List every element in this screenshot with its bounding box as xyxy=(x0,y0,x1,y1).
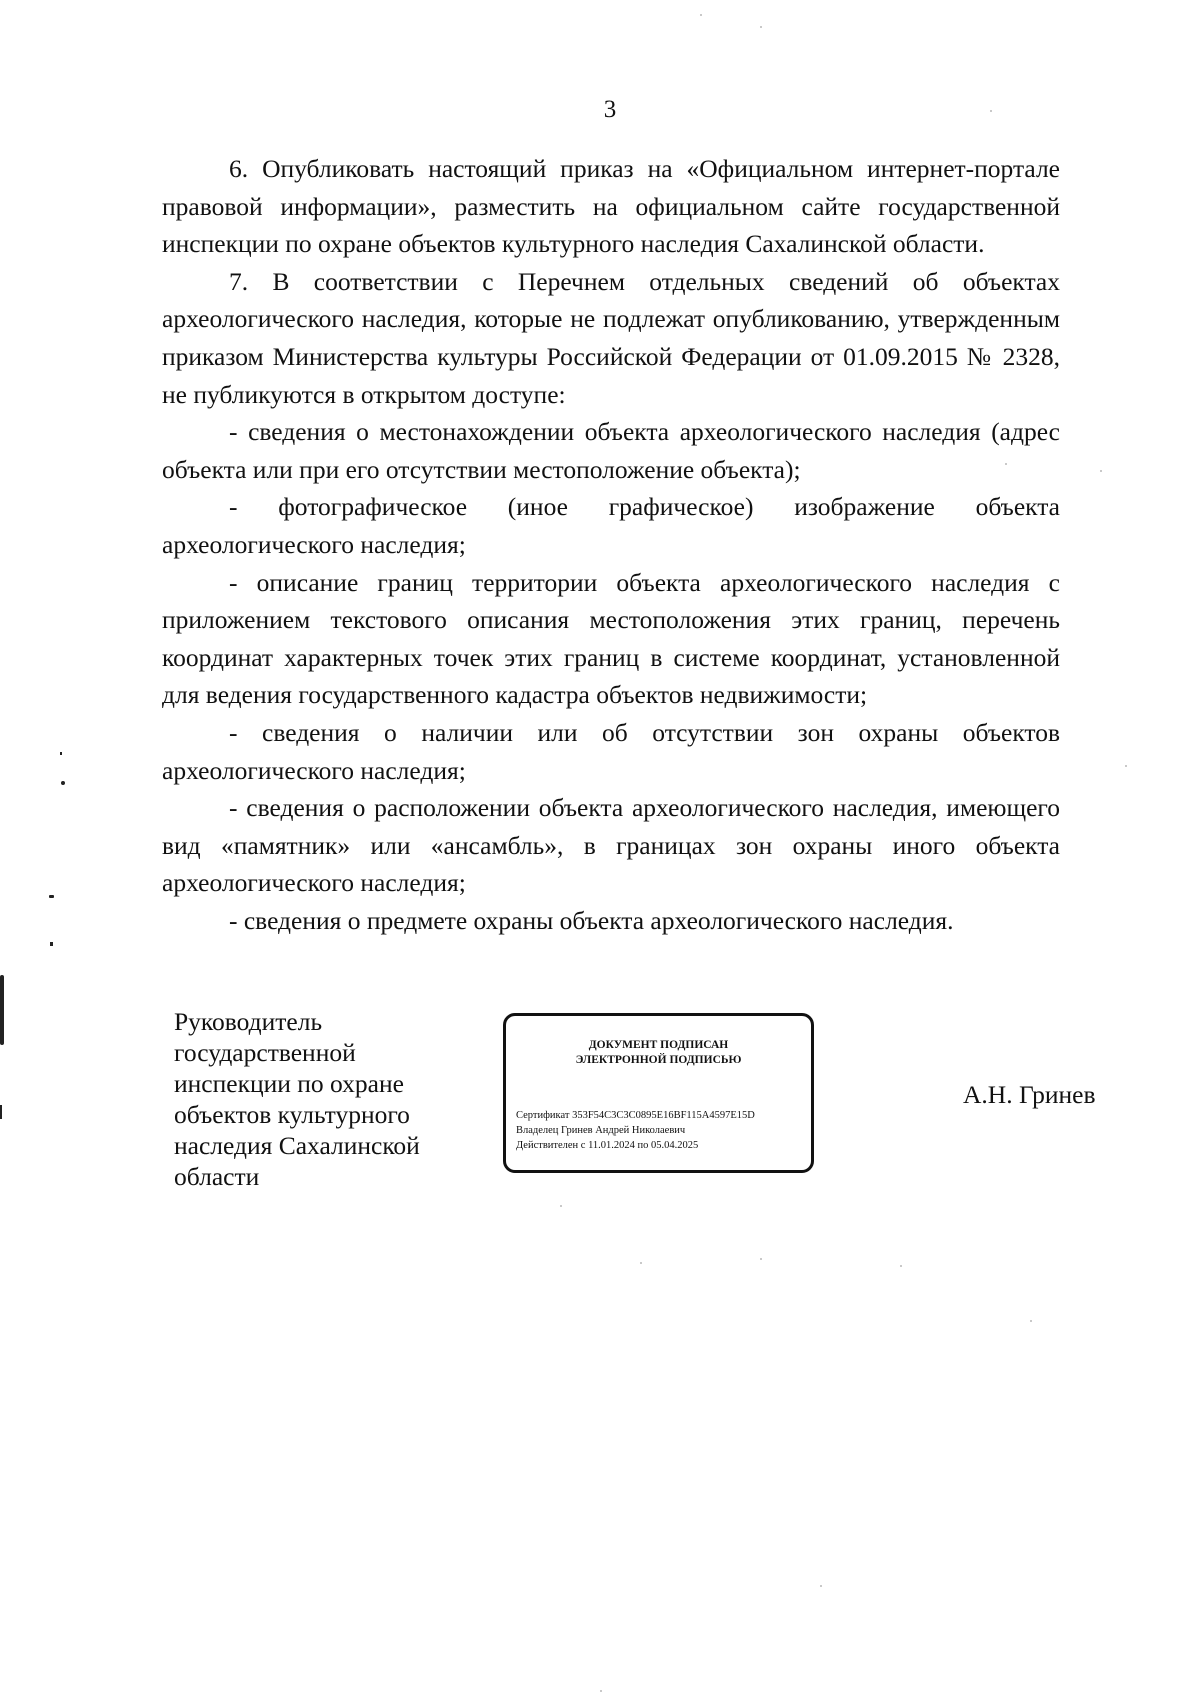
scan-speck xyxy=(560,1205,562,1207)
list-item-monument-location: - сведения о расположении объекта археологического наследия, имеющего вид «памятник» или «ансамбль», в границах зон охраны иного объекта археологического наследия; xyxy=(162,793,1060,898)
scan-edge-mark xyxy=(0,975,4,1045)
scan-speck xyxy=(760,26,762,28)
stamp-certificate: Сертификат 353F54C3C3C0895E16BF115A4597E15D xyxy=(516,1110,755,1121)
scan-speck xyxy=(1030,1320,1032,1322)
stamp-details xyxy=(516,1108,755,1153)
signer-position-line: объектов культурного xyxy=(174,1100,410,1129)
signer-position-line: инспекции по охране xyxy=(174,1069,404,1098)
scan-dot xyxy=(61,781,65,785)
scan-speck xyxy=(990,110,992,112)
list-item-boundary-description: - описание границ территории объекта археологического наследия с приложением текстового описания местоположения этих границ, перечень координат характерных точек этих границ в системе координат, установленной для ведения государственного кадастра объектов недвижимости; xyxy=(162,567,1060,710)
list-item-photo-image: - фотографическое (иное графическое) изображение объекта археологического наследия; xyxy=(162,492,1060,559)
scan-speck xyxy=(760,1258,762,1260)
paragraph-publish-order: 6. Опубликовать настоящий приказ на «Официальном интернет-портале правовой информации», разместить на официальном сайте государственной инспекции по охране объектов культурного наследия Сахалинской области. xyxy=(162,154,1060,259)
scan-edge-mark xyxy=(0,1105,2,1119)
scan-dot xyxy=(50,942,53,946)
scan-dot xyxy=(49,895,54,898)
scan-speck xyxy=(1125,765,1127,767)
scan-speck xyxy=(1005,463,1007,465)
scan-speck xyxy=(900,1265,902,1267)
stamp-title-line: ДОКУМЕНТ ПОДПИСАН xyxy=(588,1039,729,1051)
stamp-title-line: ЭЛЕКТРОННОЙ ПОДПИСЬЮ xyxy=(575,1054,742,1066)
scan-speck xyxy=(600,1690,602,1692)
scan-dot xyxy=(60,752,62,755)
electronic-signature-stamp xyxy=(503,1013,814,1173)
paragraph-restricted-info: 7. В соответствии с Перечнем отдельных сведений об объектах археологического наследия, которые не подлежат опубликованию, утвержденным приказом Министерства культуры Российской Федерации от 01.09.2015 № 2328, не публикуются в открытом доступе: xyxy=(162,266,1060,409)
list-item-location-info: - сведения о местонахождении объекта археологического наследия (адрес объекта или при его отсутствии местоположение объекта); xyxy=(162,417,1060,484)
page-number: 3 xyxy=(603,96,617,123)
list-item-protection-subject: - сведения о предмете охраны объекта археологического наследия. xyxy=(229,905,954,935)
stamp-validity: Действителен с 11.01.2024 по 05.04.2025 xyxy=(516,1140,699,1151)
signer-position xyxy=(174,1006,464,1192)
signer-position-line: наследия Сахалинской xyxy=(174,1131,420,1160)
scan-speck xyxy=(1100,470,1102,472)
signer-position-line: государственной xyxy=(174,1038,356,1067)
signer-name: А.Н. Гринев xyxy=(963,1080,1096,1109)
scan-speck xyxy=(640,1262,642,1264)
list-item-protection-zones: - сведения о наличии или об отсутствии зон охраны объектов археологического наследия; xyxy=(162,717,1060,785)
scan-speck xyxy=(820,1585,822,1587)
scan-speck xyxy=(700,14,702,16)
signer-position-line: Руководитель xyxy=(174,1007,323,1036)
stamp-title xyxy=(506,1038,811,1068)
stamp-owner: Владелец Гринев Андрей Николаевич xyxy=(516,1125,686,1136)
signer-position-line: области xyxy=(174,1162,260,1191)
